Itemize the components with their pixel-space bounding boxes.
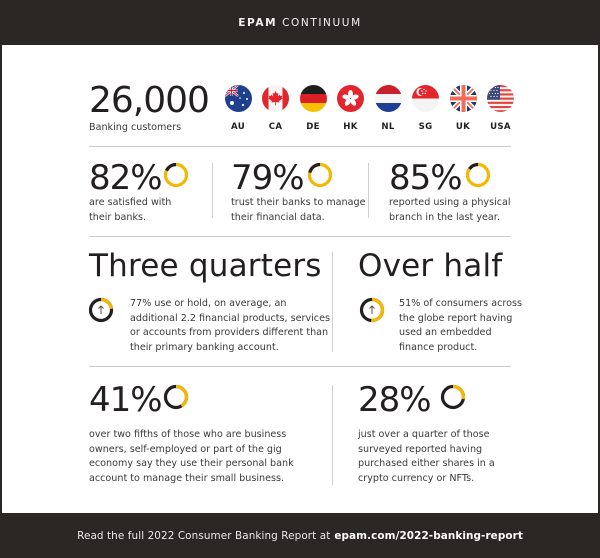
divider-v3 — [332, 252, 333, 352]
ring-41-icon — [163, 384, 189, 410]
divider-v2 — [368, 163, 369, 218]
desc-line: account to manage their small business. — [89, 472, 285, 484]
stat-over-half-heading: Over half — [358, 248, 503, 284]
country-code: UK — [455, 122, 471, 132]
stat-crypto-desc — [358, 428, 495, 486]
country-code: HK — [343, 122, 358, 132]
country-usa — [487, 85, 515, 132]
stat-satisfied-desc — [89, 196, 171, 225]
desc-line: owners, self-employed or part of the gig — [89, 443, 282, 455]
canada-flag-icon — [262, 85, 289, 112]
country-uk — [449, 85, 477, 132]
desc-line: additional 2.2 financial products, services — [130, 312, 330, 324]
desc-line: purchased either shares in a — [358, 458, 495, 469]
footer-bar — [0, 513, 600, 558]
divider-v4 — [332, 385, 333, 485]
report-link[interactable]: epam.com/2022-banking-report — [334, 529, 523, 542]
country-au — [224, 85, 252, 132]
country-hk — [337, 85, 365, 132]
country-ca — [262, 85, 290, 132]
desc-line: their financial data. — [231, 211, 325, 223]
divider-v1 — [212, 163, 213, 218]
country-code: AU — [231, 122, 245, 132]
stat-three-quarters-desc — [130, 297, 330, 355]
desc-line: their banks. — [89, 211, 147, 223]
stat-satisfied-value: 82% — [89, 158, 162, 198]
desc-line: trust their banks to manage — [231, 197, 366, 208]
country-code: USA — [490, 122, 511, 132]
ring-79-icon — [307, 162, 333, 188]
desc-line: used an embedded — [399, 327, 492, 338]
desc-line: 77% use or hold, on average, an — [130, 298, 287, 309]
desc-line: over two fifths of those who are business — [89, 429, 287, 440]
desc-line: their primary banking account. — [130, 341, 279, 353]
divider-hero — [89, 146, 511, 147]
desc-line: or accounts from providers different than — [130, 327, 329, 338]
desc-line: surveyed reported having — [358, 443, 483, 455]
netherlands-flag-icon — [375, 85, 402, 112]
desc-line: 51% of consumers across — [399, 298, 522, 309]
ring-28-icon — [440, 384, 466, 410]
ring-51-arrow-icon — [359, 297, 385, 323]
stat-three-quarters-heading: Three quarters — [89, 248, 322, 284]
hero-value: 26,000 — [89, 80, 209, 121]
country-code: SG — [418, 122, 433, 132]
hong-kong-flag-icon — [337, 85, 364, 112]
stat-branch-value: 85% — [389, 158, 462, 198]
country-code: NL — [381, 122, 395, 132]
country-nl — [374, 85, 402, 132]
brand-logo — [238, 17, 362, 29]
header-bar — [0, 0, 600, 45]
stat-trust-value: 79% — [231, 158, 304, 198]
country-code: DE — [306, 122, 320, 132]
country-flags — [224, 85, 515, 132]
stat-business-desc — [89, 428, 294, 486]
desc-line: branch in the last year. — [389, 211, 500, 223]
ring-77-arrow-icon — [88, 297, 114, 323]
footer-text: Read the full 2022 Consumer Banking Report at — [77, 529, 331, 542]
united-kingdom-flag-icon — [450, 85, 477, 112]
country-sg — [412, 85, 440, 132]
ring-82-icon — [163, 162, 189, 188]
divider-row2 — [89, 366, 511, 367]
hero-label: Banking customers — [89, 122, 182, 133]
brand-bold: EPAM — [238, 16, 278, 29]
usa-flag-icon — [487, 85, 514, 112]
desc-line: economy say they use their personal bank — [89, 458, 294, 469]
ring-85-icon — [465, 162, 491, 188]
desc-line: just over a quarter of those — [358, 429, 490, 440]
country-de — [299, 85, 327, 132]
germany-flag-icon — [300, 85, 327, 112]
stat-branch-desc — [389, 196, 511, 225]
country-code: CA — [268, 122, 283, 132]
desc-line: reported using a physical — [389, 197, 511, 208]
desc-line: the globe report having — [399, 312, 513, 324]
stat-trust-desc — [231, 196, 366, 225]
divider-row1 — [89, 236, 511, 237]
brand-light: CONTINUUM — [282, 16, 362, 29]
stat-crypto-value: 28% — [358, 380, 431, 420]
singapore-flag-icon — [412, 85, 439, 112]
desc-line: crypto currency or NFTs. — [358, 472, 475, 484]
stat-over-half-desc — [399, 297, 522, 355]
desc-line: are satisfied with — [89, 197, 172, 208]
desc-line: finance product. — [399, 341, 478, 353]
australia-flag-icon — [225, 85, 252, 112]
stat-business-value: 41% — [89, 380, 162, 420]
